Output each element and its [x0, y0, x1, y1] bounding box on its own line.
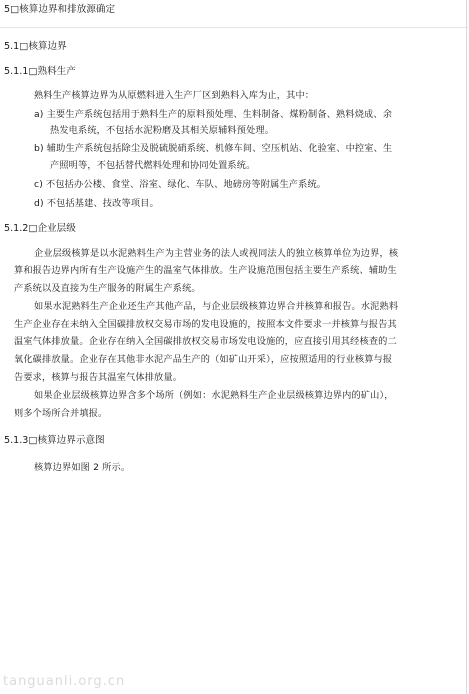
watermark-text: tanguanli.org.cn	[3, 674, 126, 689]
section-5-1-heading: 5.1□核算边界	[4, 41, 67, 52]
list-item-b-line-2: 产照明等，不包括替代燃料处理和协同处置系统。	[50, 160, 256, 171]
section-5-1-2-heading: 5.1.2□企业层级	[4, 223, 76, 234]
para-5-1-2-c-line-2: 则多个场所合并填报。	[14, 408, 108, 419]
para-5-1-2-b-line-3: 温室气体排放量。企业存在纳入全国碳排放权交易市场发电设施的，应直接引用其经核查的二	[14, 336, 397, 347]
header-divider	[0, 27, 469, 28]
list-item-b-line-1: b) 辅助生产系统包括除尘及脱硫脱硝系统、机修车间、空压机站、化验室、中控室、生	[34, 143, 393, 154]
para-5-1-3: 核算边界如图 2 所示。	[34, 462, 131, 473]
section-5-1-3-heading: 5.1.3□核算边界示意图	[4, 435, 105, 446]
list-item-d: d) 不包括基建、技改等项目。	[34, 198, 159, 209]
para-5-1-2-b-line-1: 如果水泥熟料生产企业还生产其他产品，与企业层级核算边界合并核算和报告。水泥熟料	[34, 301, 399, 312]
para-5-1-2-a-line-2: 算和报告边界内所有生产设施产生的温室气体排放。生产设施范围包括主要生产系统、辅助生	[14, 265, 397, 276]
list-item-a-line-1: a) 主要生产系统包括用于熟料生产的原料预处理、生料制备、煤粉制备、熟料烧成、余	[34, 109, 393, 120]
section-5-1-1-heading: 5.1.1□熟料生产	[4, 66, 76, 77]
para-5-1-2-c-line-1: 如果企业层级核算边界含多个场所（例如：水泥熟料生产企业层级核算边界内的矿山），	[34, 390, 394, 401]
page-edge	[466, 0, 467, 694]
para-5-1-2-b-line-4: 氧化碳排放量。企业存在其他非水泥产品生产的（如矿山开采），应按照适用的行业核算与报	[14, 354, 393, 365]
para-5-1-2-a-line-3: 产系统以及直接为生产服务的附属生产系统。	[14, 283, 201, 294]
list-item-c: c) 不包括办公楼、食堂、浴室、绿化、车队、地磅房等附属生产系统。	[34, 179, 327, 190]
para-5-1-2-b-line-2: 生产企业存在未纳入全国碳排放权交易市场的发电设施的，按照本文件要求一并核算与报告其	[14, 319, 397, 330]
list-item-a-line-2: 热发电系统，不包括水泥粉磨及其相关原辅料预处理。	[50, 125, 275, 136]
section-5-heading: 5□核算边界和排放源确定	[4, 4, 116, 15]
para-5-1-1: 熟料生产核算边界为从原燃料进入生产厂区到熟料入库为止，其中：	[34, 90, 315, 101]
para-5-1-2-a-line-1: 企业层级核算是以水泥熟料生产为主营业务的法人或视同法人的独立核算单位为边界，核	[34, 248, 399, 259]
para-5-1-2-b-line-5: 告要求，核算与报告其温室气体排放量。	[14, 372, 183, 383]
